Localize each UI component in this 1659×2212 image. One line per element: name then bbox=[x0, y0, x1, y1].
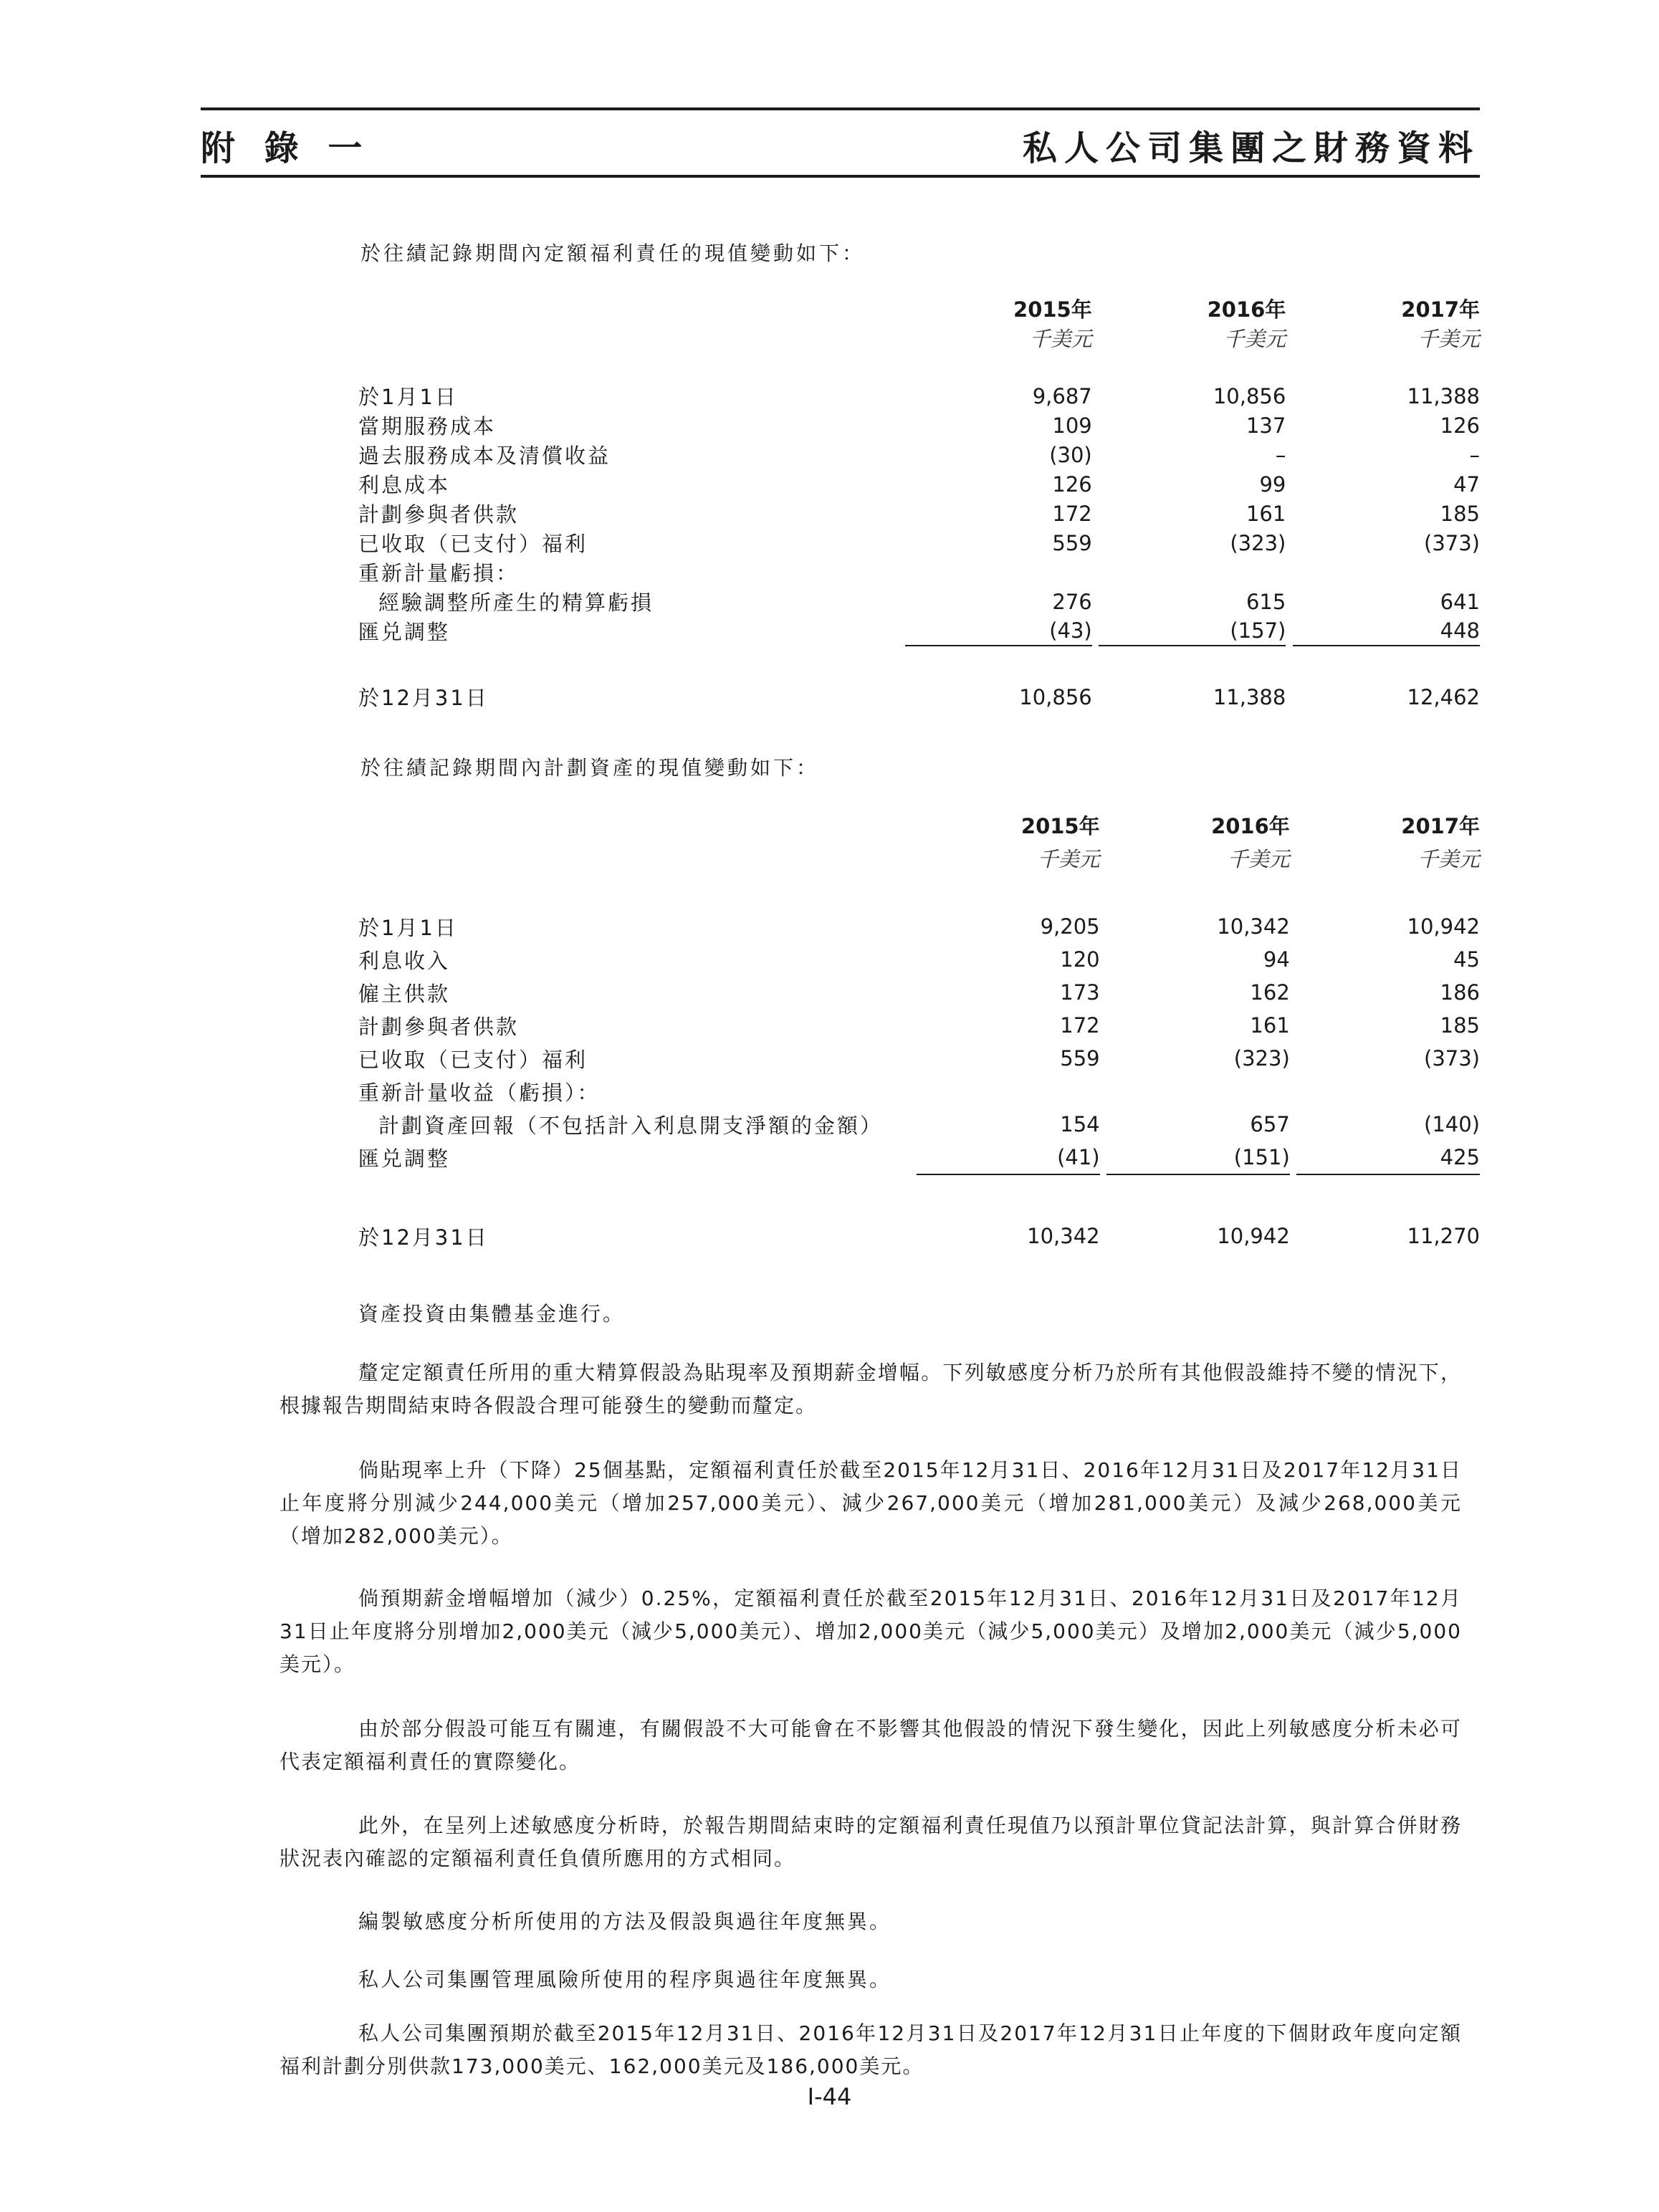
table-row bbox=[358, 616, 1480, 646]
row-label: 利息收入 bbox=[358, 948, 451, 973]
cell: 109 bbox=[1052, 413, 1092, 438]
cell: (373) bbox=[1424, 1046, 1480, 1071]
unit-label: 千美元 bbox=[1037, 846, 1100, 871]
cell: 126 bbox=[1440, 413, 1480, 438]
paragraph: 私人公司集團預期於截至2015年12月31日、2016年12月31日及2017年12月31日止年度的下個財政年度向定額福利計劃分別供款173,000美元、162,000美元及186,000美元。 bbox=[279, 2021, 1462, 2078]
cell: (323) bbox=[1230, 530, 1286, 555]
table-row bbox=[358, 1042, 1480, 1075]
cell: 126 bbox=[1052, 471, 1092, 497]
cell: 11,388 bbox=[1407, 383, 1480, 408]
row-label: 計劃參與者供款 bbox=[358, 502, 520, 527]
cell: 173 bbox=[1060, 980, 1100, 1005]
cell: (323) bbox=[1233, 1046, 1290, 1071]
cell: 186 bbox=[1440, 980, 1480, 1005]
table-row bbox=[358, 1141, 1480, 1174]
row-label: 於12月31日 bbox=[358, 686, 489, 710]
cell: – bbox=[1469, 442, 1480, 467]
row-label: 於12月31日 bbox=[358, 1225, 489, 1250]
cell: 154 bbox=[1060, 1112, 1100, 1136]
cell: 185 bbox=[1440, 1013, 1480, 1038]
cell: (41) bbox=[917, 1141, 1100, 1174]
unit-label: 千美元 bbox=[1029, 327, 1092, 351]
table-row bbox=[358, 1108, 1480, 1141]
cell: 9,687 bbox=[1032, 383, 1092, 408]
cell: 12,462 bbox=[1407, 684, 1480, 709]
cell: 11,270 bbox=[1407, 1224, 1480, 1248]
unit-label: 千美元 bbox=[1417, 327, 1480, 351]
cell: (151) bbox=[1106, 1141, 1290, 1174]
row-label: 已收取（已支付）福利 bbox=[358, 532, 588, 556]
assets-intro: 於往績記錄期間內計劃資產的現值變動如下： bbox=[360, 756, 820, 780]
table-row bbox=[358, 910, 1480, 943]
paragraph: 私人公司集團管理風險所使用的程序與過往年度無異。 bbox=[358, 1968, 892, 1991]
cell: 45 bbox=[1453, 947, 1480, 972]
paragraph: 由於部分假設可能互有關連，有關假設不大可能會在不影響其他假設的情況下發生變化，因此上列敏感度分析未必可代表定額福利責任的實際變化。 bbox=[279, 1717, 1462, 1773]
row-label: 過去服務成本及清償收益 bbox=[358, 444, 611, 468]
cell: 10,942 bbox=[1217, 1224, 1290, 1248]
paragraph: 倘預期薪金增幅增加（減少）0.25%，定額福利責任於截至2015年12月31日、2016年12月31日及2017年12月31日止年度將分別增加2,000美元（減少5,000美元）、增加2,000美元（減少5,000美元）及增加2,000美元（減少5,000美元）。 bbox=[279, 1586, 1462, 1676]
cell: 161 bbox=[1246, 501, 1286, 526]
row-label: 利息成本 bbox=[358, 473, 451, 497]
assets-table bbox=[358, 808, 1480, 1253]
page-number: I-44 bbox=[807, 2083, 852, 2110]
cell: (30) bbox=[1049, 442, 1092, 467]
cell: 559 bbox=[1052, 530, 1092, 555]
cell: 641 bbox=[1440, 589, 1480, 614]
unit-label: 千美元 bbox=[1417, 846, 1480, 871]
cell: 615 bbox=[1246, 589, 1286, 614]
cell: 559 bbox=[1060, 1046, 1100, 1071]
cell: 10,856 bbox=[1019, 684, 1092, 709]
cell: (43) bbox=[905, 616, 1092, 646]
cell: 10,942 bbox=[1407, 914, 1480, 939]
table-row bbox=[358, 943, 1480, 976]
paragraph: 資產投資由集體基金進行。 bbox=[358, 1302, 626, 1326]
row-label: 計劃資產回報（不包括計入利息開支淨額的金額） bbox=[378, 1113, 884, 1138]
table-row bbox=[358, 1009, 1480, 1042]
cell: 11,388 bbox=[1213, 684, 1286, 709]
cell: 448 bbox=[1293, 616, 1480, 646]
page-header bbox=[201, 107, 1480, 178]
cell: 425 bbox=[1296, 1141, 1480, 1174]
row-label: 匯兑調整 bbox=[358, 620, 451, 644]
cell: (157) bbox=[1099, 616, 1286, 646]
obligation-table bbox=[358, 294, 1480, 712]
year-2017: 2017年 bbox=[1401, 297, 1480, 322]
unit-label: 千美元 bbox=[1227, 846, 1290, 871]
cell: 161 bbox=[1250, 1013, 1290, 1038]
total-row bbox=[358, 1220, 1480, 1253]
year-2015: 2015年 bbox=[1013, 297, 1092, 322]
unit-label: 千美元 bbox=[1223, 327, 1286, 351]
cell: 99 bbox=[1259, 471, 1286, 497]
cell: – bbox=[1275, 442, 1286, 467]
row-label: 重新計量收益（虧損）： bbox=[358, 1080, 601, 1105]
cell: 47 bbox=[1453, 471, 1480, 497]
table-row bbox=[358, 557, 1480, 587]
paragraph: 編製敏感度分析所使用的方法及假設與過往年度無異。 bbox=[358, 1910, 892, 1933]
cell: 162 bbox=[1250, 980, 1290, 1005]
paragraph: 釐定定額責任所用的重大精算假設為貼現率及預期薪金增幅。下列敏感度分析乃於所有其他假設維持不變的情況下，根據報告期間結束時各假設合理可能發生的變動而釐定。 bbox=[279, 1361, 1462, 1417]
row-label: 僱主供款 bbox=[358, 981, 451, 1006]
row-label: 匯兑調整 bbox=[358, 1146, 451, 1171]
row-label: 於1月1日 bbox=[358, 915, 458, 940]
cell: 9,205 bbox=[1040, 914, 1100, 939]
cell: 10,342 bbox=[1027, 1224, 1100, 1248]
cell: 120 bbox=[1060, 947, 1100, 972]
paragraph: 此外，在呈列上述敏感度分析時，於報告期間結束時的定額福利責任現值乃以預計單位貸記法計算，與計算合併財務狀況表內確認的定額福利責任負債所應用的方式相同。 bbox=[279, 1814, 1462, 1870]
cell: 10,342 bbox=[1217, 914, 1290, 939]
row-label: 計劃參與者供款 bbox=[358, 1014, 520, 1039]
cell: 657 bbox=[1250, 1112, 1290, 1136]
cell: (140) bbox=[1424, 1112, 1480, 1136]
year-2016: 2016年 bbox=[1207, 297, 1286, 322]
cell: 172 bbox=[1052, 501, 1092, 526]
paragraph: 倘貼現率上升（下降）25個基點，定額福利責任於截至2015年12月31日、2016年12月31日及2017年12月31日止年度將分別減少244,000美元（增加257,000美元）、減少267,000美元（增加281,000美元）及減少268,000美元（增加282,000美元）。 bbox=[279, 1458, 1462, 1548]
table-row bbox=[358, 528, 1480, 557]
table-row bbox=[358, 587, 1480, 616]
row-label: 重新計量虧損： bbox=[358, 561, 520, 585]
section-title: 私人公司集團之財務資料 bbox=[1022, 128, 1480, 168]
table-row bbox=[358, 469, 1480, 499]
cell: 172 bbox=[1060, 1013, 1100, 1038]
cell: 137 bbox=[1246, 413, 1286, 438]
table-row bbox=[358, 440, 1480, 469]
cell: (373) bbox=[1424, 530, 1480, 555]
cell: 185 bbox=[1440, 501, 1480, 526]
table-row bbox=[358, 976, 1480, 1009]
total-row bbox=[358, 682, 1480, 712]
cell: 276 bbox=[1052, 589, 1092, 614]
appendix-title: 附 錄 一 bbox=[201, 128, 371, 168]
year-2016: 2016年 bbox=[1211, 813, 1290, 838]
obligation-intro: 於往績記錄期間內定額福利責任的現值變動如下： bbox=[360, 241, 866, 265]
table-row bbox=[358, 1075, 1480, 1108]
table-row bbox=[358, 381, 1480, 411]
row-label: 已收取（已支付）福利 bbox=[358, 1047, 588, 1072]
year-2015: 2015年 bbox=[1020, 813, 1100, 838]
cell: 94 bbox=[1263, 947, 1290, 972]
row-label: 於1月1日 bbox=[358, 385, 458, 409]
row-label: 經驗調整所產生的精算虧損 bbox=[378, 590, 654, 615]
year-2017: 2017年 bbox=[1401, 813, 1480, 838]
table-row bbox=[358, 499, 1480, 528]
cell: 10,856 bbox=[1213, 383, 1286, 408]
row-label: 當期服務成本 bbox=[358, 414, 497, 439]
table-row bbox=[358, 411, 1480, 440]
